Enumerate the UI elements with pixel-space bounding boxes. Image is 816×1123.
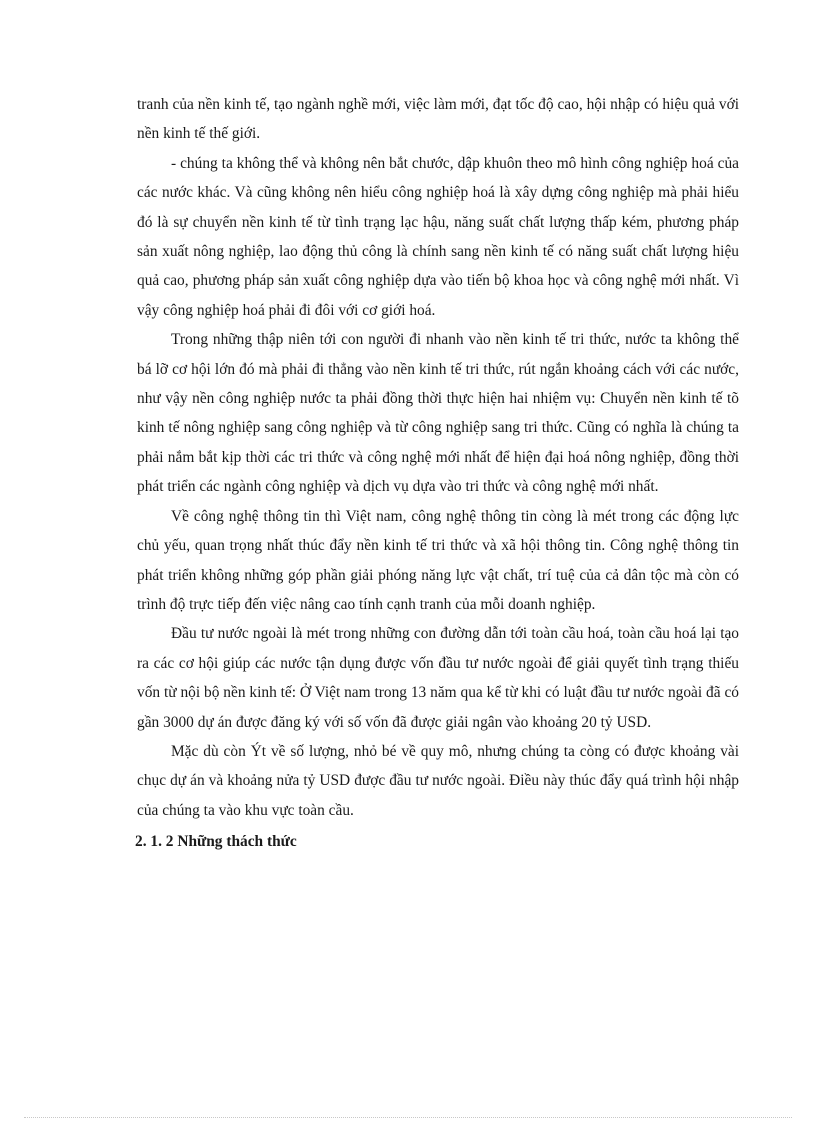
paragraph-knowledge-economy: Trong những thập niên tới con người đi nhanh vào nền kinh tế tri thức, nước ta không thể bá lỡ cơ hội lớn đó mà phải đi thẳng vào nền kinh tế tri thức, rút ngắn khoảng cách với các nước, như vậy nền công nghiệp nước ta phải đồng thời thực hiện hai nhiệm vụ: Chuyển nền kinh tế tõ kinh tế nông nghiệp sang công nghiệp và từ công nghiệp sang tri thức. Cũng có nghĩa là chúng ta phải nắm bắt kịp thời các tri thức và công nghệ mới nhất để hiện đại hoá nông nghiệp, đồng thời phát triển các ngành công nghiệp và dịch vụ dựa vào tri thức và công nghệ mới nhất. [137, 331, 739, 496]
paragraph-industrialization: - chúng ta không thể và không nên bắt chước, dập khuôn theo mô hình công nghiệp hoá của các nước khác. Và cũng không nên hiểu công nghiệp hoá là xây dựng công nghiệp mà phải hiểu đó là sự chuyển nền kinh tế từ tình trạng lạc hậu, năng suất chất lượng thấp kém, phương pháp sản xuất nông nghiệp, lao động thủ công là chính sang nền kinh tế có năng suất chất lượng hiệu quả cao, phương pháp sản xuất công nghiệp dựa vào tiến bộ khoa học và công nghệ mới nhất. Vì vậy công nghiệp hoá phải đi đôi với cơ giới hoá. [137, 154, 739, 319]
paragraph-continuation: tranh của nền kinh tế, tạo ngành nghề mới, việc làm mới, đạt tốc độ cao, hội nhập có hiệu quả với nền kinh tế thế giới. [137, 96, 739, 143]
page-bottom-rule [24, 1117, 792, 1118]
paragraph-foreign-investment: Đầu tư nước ngoài là mét trong những con đường dẫn tới toàn cầu hoá, toàn cầu hoá lại tạo ra các cơ hội giúp các nước tận dụng được vốn đầu tư nước ngoài để giải quyết tình trạng thiếu vốn từ nội bộ nền kinh tế: Ở Việt nam trong 13 năm qua kể từ khi có luật đầu tư nước ngoài đã có gần 3000 dự án được đăng ký với số vốn đã được giải ngân vào khoảng 20 tỷ USD. [137, 625, 739, 731]
section-heading: 2. 1. 2 Những thách thức [135, 833, 297, 851]
paragraph-information-technology: Về công nghệ thông tin thì Việt nam, công nghệ thông tin còng là mét trong các động lực chủ yếu, quan trọng nhất thúc đẩy nền kinh tế tri thức và xã hội thông tin. Công nghệ thông tin phát triển không những góp phần giải phóng năng lực vật chất, trí tuệ của cả dân tộc mà còn có trình độ trực tiếp đến việc nâng cao tính cạnh tranh của mỗi doanh nghiệp. [137, 507, 739, 613]
paragraph-integration: Mặc dù còn Ýt về số lượng, nhỏ bé về quy mô, nhưng chúng ta còng có được khoảng vài chục dự án và khoảng nửa tỷ USD được đầu tư nước ngoài. Điều này thúc đẩy quá trình hội nhập của chúng ta vào khu vực toàn cầu. [137, 742, 739, 819]
document-body [137, 90, 739, 857]
